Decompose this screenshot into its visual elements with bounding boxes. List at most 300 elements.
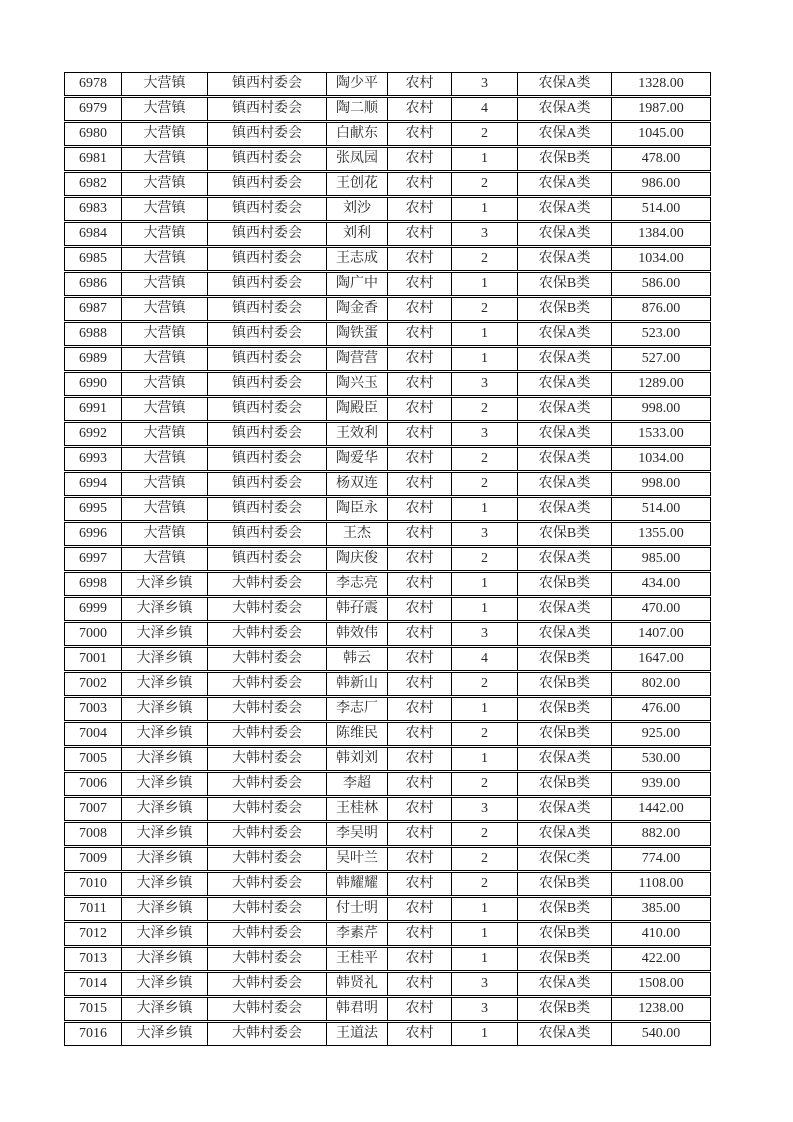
cell-category: 农村 [388,972,452,997]
cell-person-name: 陶爱华 [327,447,388,472]
cell-seq-no: 6980 [65,122,122,147]
cell-insurance-class: 农保A类 [518,622,612,647]
cell-village-committee: 大韩村委会 [208,622,327,647]
cell-amount: 925.00 [612,722,711,747]
cell-person-name: 王杰 [327,522,388,547]
cell-insurance-class: 农保A类 [518,397,612,422]
cell-town: 大泽乡镇 [122,597,208,622]
table-row [65,597,711,622]
cell-amount: 422.00 [612,947,711,972]
cell-amount: 1533.00 [612,422,711,447]
cell-village-committee: 大韩村委会 [208,672,327,697]
cell-person-count: 1 [452,347,518,372]
cell-village-committee: 大韩村委会 [208,572,327,597]
cell-insurance-class: 农保B类 [518,672,612,697]
cell-village-committee: 大韩村委会 [208,747,327,772]
cell-seq-no: 6984 [65,222,122,247]
cell-person-count: 2 [452,247,518,272]
cell-town: 大泽乡镇 [122,697,208,722]
cell-category: 农村 [388,722,452,747]
cell-person-count: 2 [452,722,518,747]
cell-seq-no: 6998 [65,572,122,597]
cell-category: 农村 [388,647,452,672]
cell-insurance-class: 农保B类 [518,947,612,972]
cell-insurance-class: 农保A类 [518,547,612,572]
cell-seq-no: 7008 [65,822,122,847]
cell-town: 大营镇 [122,297,208,322]
cell-town: 大泽乡镇 [122,972,208,997]
cell-amount: 939.00 [612,772,711,797]
cell-seq-no: 7001 [65,647,122,672]
cell-amount: 998.00 [612,472,711,497]
cell-category: 农村 [388,197,452,222]
cell-town: 大营镇 [122,522,208,547]
cell-village-committee: 镇西村委会 [208,147,327,172]
cell-person-count: 2 [452,672,518,697]
cell-amount: 1987.00 [612,97,711,122]
cell-insurance-class: 农保A类 [518,447,612,472]
cell-amount: 1328.00 [612,73,711,97]
cell-person-name: 陶金香 [327,297,388,322]
cell-person-count: 4 [452,97,518,122]
cell-insurance-class: 农保A类 [518,797,612,822]
cell-village-committee: 大韩村委会 [208,597,327,622]
cell-village-committee: 镇西村委会 [208,447,327,472]
table-row [65,697,711,722]
cell-amount: 470.00 [612,597,711,622]
cell-amount: 523.00 [612,322,711,347]
cell-town: 大营镇 [122,472,208,497]
cell-village-committee: 镇西村委会 [208,547,327,572]
cell-village-committee: 大韩村委会 [208,772,327,797]
table-row [65,472,711,497]
cell-amount: 385.00 [612,897,711,922]
table-row [65,547,711,572]
cell-category: 农村 [388,947,452,972]
cell-seq-no: 7011 [65,897,122,922]
cell-person-name: 王效利 [327,422,388,447]
cell-village-committee: 镇西村委会 [208,497,327,522]
cell-seq-no: 7013 [65,947,122,972]
cell-insurance-class: 农保B类 [518,872,612,897]
cell-amount: 985.00 [612,547,711,572]
table-row [65,97,711,122]
cell-seq-no: 7016 [65,1022,122,1046]
cell-amount: 478.00 [612,147,711,172]
cell-person-count: 3 [452,522,518,547]
cell-town: 大营镇 [122,222,208,247]
cell-town: 大营镇 [122,397,208,422]
cell-village-committee: 镇西村委会 [208,222,327,247]
cell-insurance-class: 农保A类 [518,197,612,222]
cell-insurance-class: 农保B类 [518,897,612,922]
cell-seq-no: 6987 [65,297,122,322]
cell-category: 农村 [388,472,452,497]
cell-village-committee: 镇西村委会 [208,472,327,497]
cell-seq-no: 6988 [65,322,122,347]
cell-person-count: 2 [452,547,518,572]
cell-seq-no: 7010 [65,872,122,897]
cell-person-count: 1 [452,1022,518,1046]
cell-person-count: 3 [452,222,518,247]
cell-category: 农村 [388,297,452,322]
cell-seq-no: 6983 [65,197,122,222]
table-row [65,897,711,922]
cell-village-committee: 镇西村委会 [208,247,327,272]
cell-category: 农村 [388,747,452,772]
cell-insurance-class: 农保A类 [518,597,612,622]
cell-town: 大营镇 [122,247,208,272]
cell-insurance-class: 农保A类 [518,1022,612,1046]
cell-amount: 998.00 [612,397,711,422]
cell-village-committee: 大韩村委会 [208,797,327,822]
cell-insurance-class: 农保B类 [518,297,612,322]
cell-person-count: 3 [452,622,518,647]
cell-person-name: 陶兴玉 [327,372,388,397]
cell-amount: 1384.00 [612,222,711,247]
cell-village-committee: 镇西村委会 [208,372,327,397]
cell-amount: 1647.00 [612,647,711,672]
cell-amount: 802.00 [612,672,711,697]
cell-person-count: 3 [452,797,518,822]
cell-category: 农村 [388,222,452,247]
table-row [65,672,711,697]
cell-category: 农村 [388,147,452,172]
cell-insurance-class: 农保B类 [518,647,612,672]
cell-person-name: 陶庆俊 [327,547,388,572]
cell-person-name: 张凤园 [327,147,388,172]
cell-person-count: 1 [452,147,518,172]
cell-person-count: 1 [452,322,518,347]
table-row [65,497,711,522]
cell-town: 大泽乡镇 [122,572,208,597]
cell-person-count: 2 [452,172,518,197]
cell-insurance-class: 农保A类 [518,97,612,122]
cell-village-committee: 大韩村委会 [208,947,327,972]
cell-town: 大营镇 [122,347,208,372]
cell-village-committee: 镇西村委会 [208,272,327,297]
table-row [65,972,711,997]
cell-amount: 540.00 [612,1022,711,1046]
cell-town: 大营镇 [122,422,208,447]
cell-seq-no: 6999 [65,597,122,622]
cell-insurance-class: 农保B类 [518,997,612,1022]
cell-seq-no: 7012 [65,922,122,947]
cell-seq-no: 6994 [65,472,122,497]
cell-seq-no: 7007 [65,797,122,822]
cell-amount: 1355.00 [612,522,711,547]
cell-person-count: 2 [452,872,518,897]
cell-insurance-class: 农保A类 [518,822,612,847]
cell-town: 大营镇 [122,147,208,172]
table-row [65,422,711,447]
cell-person-count: 2 [452,822,518,847]
cell-seq-no: 6996 [65,522,122,547]
cell-town: 大泽乡镇 [122,797,208,822]
cell-seq-no: 6989 [65,347,122,372]
cell-seq-no: 6978 [65,73,122,97]
cell-village-committee: 大韩村委会 [208,697,327,722]
cell-person-count: 3 [452,972,518,997]
cell-seq-no: 6981 [65,147,122,172]
table-row [65,297,711,322]
cell-town: 大泽乡镇 [122,647,208,672]
cell-insurance-class: 农保C类 [518,847,612,872]
cell-category: 农村 [388,422,452,447]
cell-seq-no: 7005 [65,747,122,772]
cell-category: 农村 [388,347,452,372]
cell-town: 大泽乡镇 [122,922,208,947]
cell-category: 农村 [388,822,452,847]
cell-amount: 514.00 [612,197,711,222]
cell-person-count: 2 [452,472,518,497]
cell-amount: 476.00 [612,697,711,722]
table-row [65,922,711,947]
cell-seq-no: 6997 [65,547,122,572]
table-row [65,247,711,272]
cell-amount: 774.00 [612,847,711,872]
cell-insurance-class: 农保A类 [518,172,612,197]
cell-seq-no: 7014 [65,972,122,997]
cell-village-committee: 大韩村委会 [208,972,327,997]
cell-village-committee: 大韩村委会 [208,897,327,922]
cell-category: 农村 [388,247,452,272]
cell-insurance-class: 农保A类 [518,347,612,372]
cell-amount: 1045.00 [612,122,711,147]
cell-village-committee: 大韩村委会 [208,647,327,672]
cell-amount: 1034.00 [612,447,711,472]
cell-insurance-class: 农保A类 [518,472,612,497]
cell-person-count: 1 [452,272,518,297]
cell-amount: 1108.00 [612,872,711,897]
table-row [65,572,711,597]
table-row [65,447,711,472]
table-row [65,622,711,647]
cell-seq-no: 6993 [65,447,122,472]
table-row [65,722,711,747]
cell-person-name: 吴叶兰 [327,847,388,872]
cell-person-name: 陶广中 [327,272,388,297]
cell-insurance-class: 农保A类 [518,73,612,97]
cell-person-name: 韩孖震 [327,597,388,622]
cell-insurance-class: 农保A类 [518,122,612,147]
cell-village-committee: 镇西村委会 [208,73,327,97]
cell-insurance-class: 农保B类 [518,772,612,797]
cell-town: 大泽乡镇 [122,822,208,847]
cell-insurance-class: 农保B类 [518,922,612,947]
cell-seq-no: 6982 [65,172,122,197]
cell-town: 大营镇 [122,322,208,347]
cell-village-committee: 镇西村委会 [208,197,327,222]
cell-village-committee: 镇西村委会 [208,397,327,422]
table-row [65,147,711,172]
cell-person-count: 1 [452,947,518,972]
insurance-payment-table [64,72,711,1046]
cell-seq-no: 6979 [65,97,122,122]
cell-person-count: 1 [452,897,518,922]
cell-village-committee: 大韩村委会 [208,997,327,1022]
cell-seq-no: 7015 [65,997,122,1022]
cell-seq-no: 7009 [65,847,122,872]
cell-town: 大泽乡镇 [122,772,208,797]
cell-amount: 434.00 [612,572,711,597]
cell-seq-no: 7004 [65,722,122,747]
cell-category: 农村 [388,847,452,872]
cell-person-count: 2 [452,122,518,147]
cell-person-name: 陶铁蛋 [327,322,388,347]
cell-town: 大泽乡镇 [122,947,208,972]
cell-seq-no: 6992 [65,422,122,447]
cell-insurance-class: 农保A类 [518,372,612,397]
cell-category: 农村 [388,522,452,547]
cell-category: 农村 [388,73,452,97]
cell-village-committee: 镇西村委会 [208,347,327,372]
cell-amount: 882.00 [612,822,711,847]
cell-person-count: 2 [452,297,518,322]
cell-amount: 410.00 [612,922,711,947]
table-row [65,73,711,97]
cell-person-count: 3 [452,422,518,447]
cell-amount: 530.00 [612,747,711,772]
table-row [65,322,711,347]
table-row [65,772,711,797]
cell-category: 农村 [388,697,452,722]
cell-person-name: 李超 [327,772,388,797]
table-row [65,522,711,547]
cell-person-name: 韩耀耀 [327,872,388,897]
cell-seq-no: 7000 [65,622,122,647]
table-row [65,222,711,247]
cell-amount: 1034.00 [612,247,711,272]
cell-insurance-class: 农保A类 [518,497,612,522]
cell-person-name: 刘沙 [327,197,388,222]
cell-town: 大泽乡镇 [122,1022,208,1046]
cell-village-committee: 镇西村委会 [208,297,327,322]
cell-person-name: 王桂林 [327,797,388,822]
cell-amount: 1238.00 [612,997,711,1022]
table-row [65,347,711,372]
cell-village-committee: 镇西村委会 [208,322,327,347]
cell-person-count: 1 [452,597,518,622]
cell-town: 大泽乡镇 [122,747,208,772]
cell-category: 农村 [388,322,452,347]
cell-person-count: 2 [452,447,518,472]
cell-category: 农村 [388,397,452,422]
cell-person-name: 韩效伟 [327,622,388,647]
cell-category: 农村 [388,922,452,947]
cell-town: 大泽乡镇 [122,897,208,922]
cell-category: 农村 [388,497,452,522]
table-row [65,797,711,822]
cell-person-name: 杨双连 [327,472,388,497]
cell-town: 大泽乡镇 [122,872,208,897]
cell-town: 大泽乡镇 [122,997,208,1022]
cell-town: 大营镇 [122,97,208,122]
cell-village-committee: 镇西村委会 [208,522,327,547]
cell-town: 大营镇 [122,73,208,97]
cell-town: 大泽乡镇 [122,847,208,872]
cell-category: 农村 [388,1022,452,1046]
cell-village-committee: 镇西村委会 [208,172,327,197]
cell-category: 农村 [388,272,452,297]
cell-village-committee: 镇西村委会 [208,97,327,122]
cell-person-count: 1 [452,197,518,222]
cell-person-name: 李吴明 [327,822,388,847]
cell-insurance-class: 农保A类 [518,972,612,997]
cell-village-committee: 大韩村委会 [208,872,327,897]
cell-person-count: 3 [452,372,518,397]
cell-category: 农村 [388,597,452,622]
cell-category: 农村 [388,997,452,1022]
cell-person-name: 陶少平 [327,73,388,97]
cell-person-name: 韩刘刘 [327,747,388,772]
cell-category: 农村 [388,122,452,147]
cell-amount: 876.00 [612,297,711,322]
table-row [65,997,711,1022]
cell-category: 农村 [388,897,452,922]
cell-town: 大营镇 [122,497,208,522]
cell-category: 农村 [388,447,452,472]
table-row [65,747,711,772]
cell-category: 农村 [388,372,452,397]
cell-category: 农村 [388,797,452,822]
cell-person-name: 陶二顺 [327,97,388,122]
cell-village-committee: 镇西村委会 [208,122,327,147]
cell-person-name: 陶殿臣 [327,397,388,422]
cell-person-count: 2 [452,772,518,797]
table-row [65,197,711,222]
cell-village-committee: 大韩村委会 [208,1022,327,1046]
cell-town: 大泽乡镇 [122,672,208,697]
cell-village-committee: 大韩村委会 [208,822,327,847]
cell-category: 农村 [388,172,452,197]
cell-person-name: 韩云 [327,647,388,672]
cell-person-name: 韩新山 [327,672,388,697]
cell-person-count: 2 [452,847,518,872]
cell-person-name: 付士明 [327,897,388,922]
cell-insurance-class: 农保A类 [518,747,612,772]
cell-insurance-class: 农保A类 [518,322,612,347]
cell-village-committee: 大韩村委会 [208,847,327,872]
cell-seq-no: 6986 [65,272,122,297]
cell-category: 农村 [388,547,452,572]
cell-person-count: 3 [452,997,518,1022]
cell-category: 农村 [388,772,452,797]
cell-person-name: 王桂平 [327,947,388,972]
cell-person-name: 王创花 [327,172,388,197]
cell-amount: 1442.00 [612,797,711,822]
cell-category: 农村 [388,97,452,122]
cell-amount: 1407.00 [612,622,711,647]
cell-seq-no: 7006 [65,772,122,797]
table-row [65,822,711,847]
table-row [65,847,711,872]
table-row [65,372,711,397]
cell-amount: 986.00 [612,172,711,197]
cell-amount: 586.00 [612,272,711,297]
cell-insurance-class: 农保B类 [518,722,612,747]
cell-person-name: 陶营营 [327,347,388,372]
cell-town: 大泽乡镇 [122,622,208,647]
table-body [65,73,711,1046]
cell-category: 农村 [388,672,452,697]
cell-village-committee: 大韩村委会 [208,922,327,947]
table-row [65,397,711,422]
cell-insurance-class: 农保B类 [518,522,612,547]
cell-category: 农村 [388,572,452,597]
cell-person-name: 王志成 [327,247,388,272]
cell-town: 大营镇 [122,372,208,397]
